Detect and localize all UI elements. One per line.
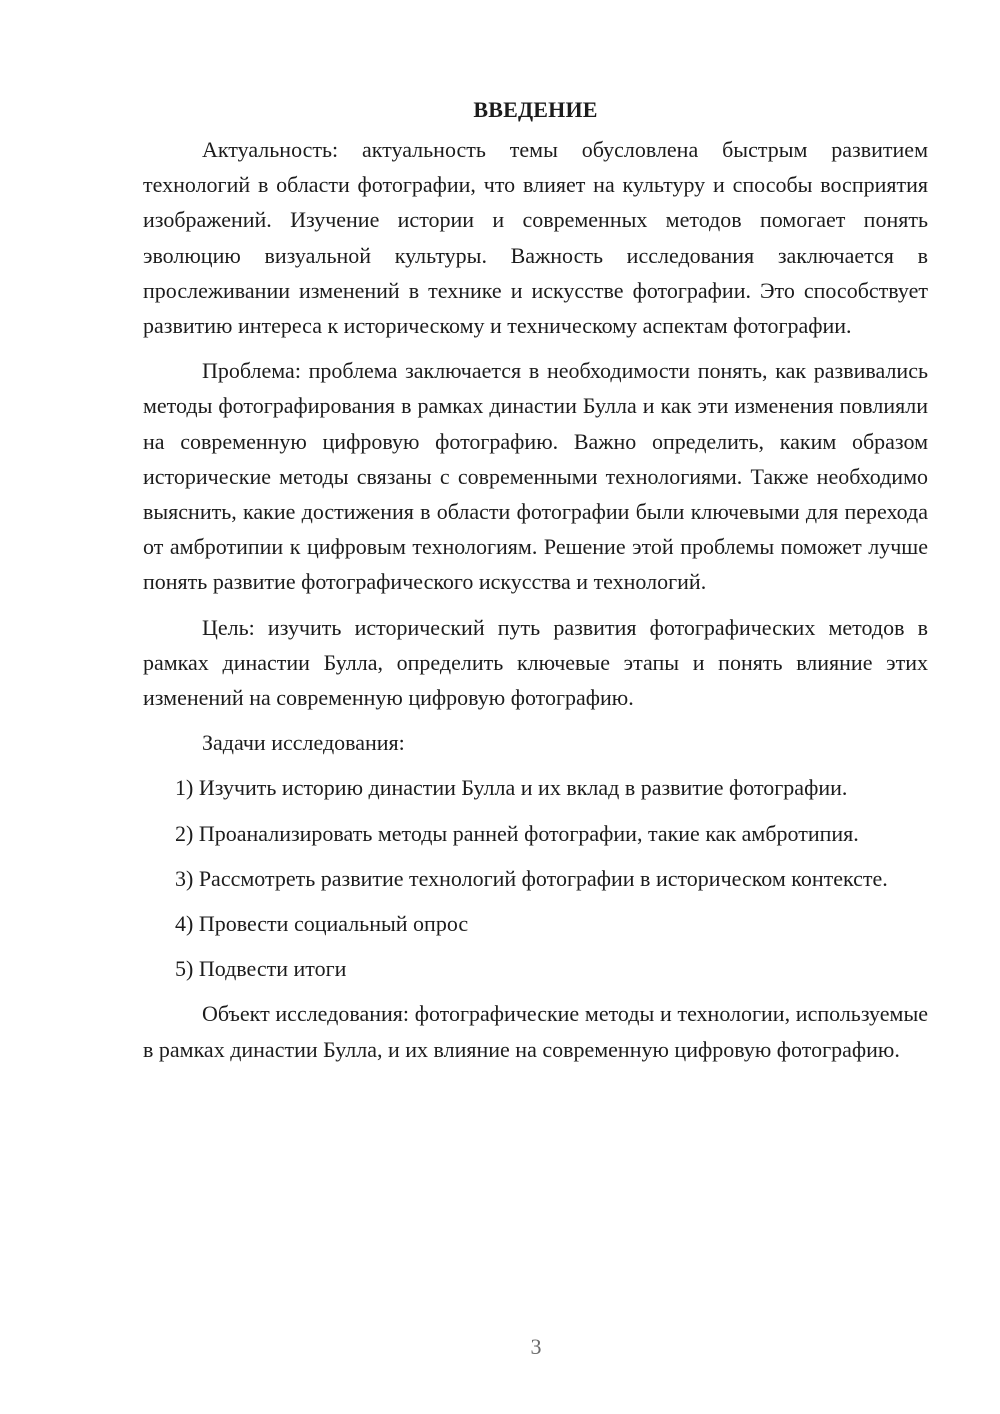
task-item-4: 4) Провести социальный опрос: [175, 911, 469, 937]
paragraph-tasks-heading: Задачи исследования:: [202, 730, 405, 756]
task-item-2: 2) Проанализировать методы ранней фотографии, такие как амбротипия.: [175, 820, 859, 846]
page-number: 3: [530, 1334, 542, 1359]
paragraph-object: Объект исследования: фотографические методы и технологии, используемые в рамках династии Булла, и их влияние на современную цифровую фотографию.: [143, 1001, 928, 1062]
paragraph-problem: Проблема: проблема заключается в необходимости понять, как развивались методы фотографирования в рамках династии Булла и как эти изменения повлияли на современную цифровую фотографию. Важно определить, каким образом исторические методы связаны с современными технологиями. Также необходимо выяснить, какие достижения в области фотографии были ключевыми для перехода от амбротипии к цифровым технологиям. Решение этой проблемы поможет лучше понять развитие фотографического искусства и технологий.: [143, 358, 928, 595]
paragraph-goal: Цель: изучить исторический путь развития фотографических методов в рамках династии Булла, определить ключевые этапы и понять влияние этих изменений на современную цифровую фотографию.: [143, 614, 928, 711]
task-item-3: 3) Рассмотреть развитие технологий фотографии в историческом контексте.: [175, 865, 888, 891]
task-item-1: 1) Изучить историю династии Булла и их вклад в развитие фотографии.: [175, 775, 848, 801]
page-content: [143, 92, 928, 1067]
task-item-5: 5) Подвести итоги: [175, 956, 347, 982]
page-title: ВВЕДЕНИЕ: [473, 97, 598, 122]
paragraph-relevance: Актуальность: актуальность темы обусловлена быстрым развитием технологий в области фотографии, что влияет на культуру и способы восприятия изображений. Изучение истории и современных методов помогает понять эволюцию визуальной культуры. Важность исследования заключается в прослеживании изменений в технике и искусстве фотографии. Это способствует развитию интереса к историческому и техническому аспектам фотографии.: [143, 137, 928, 339]
